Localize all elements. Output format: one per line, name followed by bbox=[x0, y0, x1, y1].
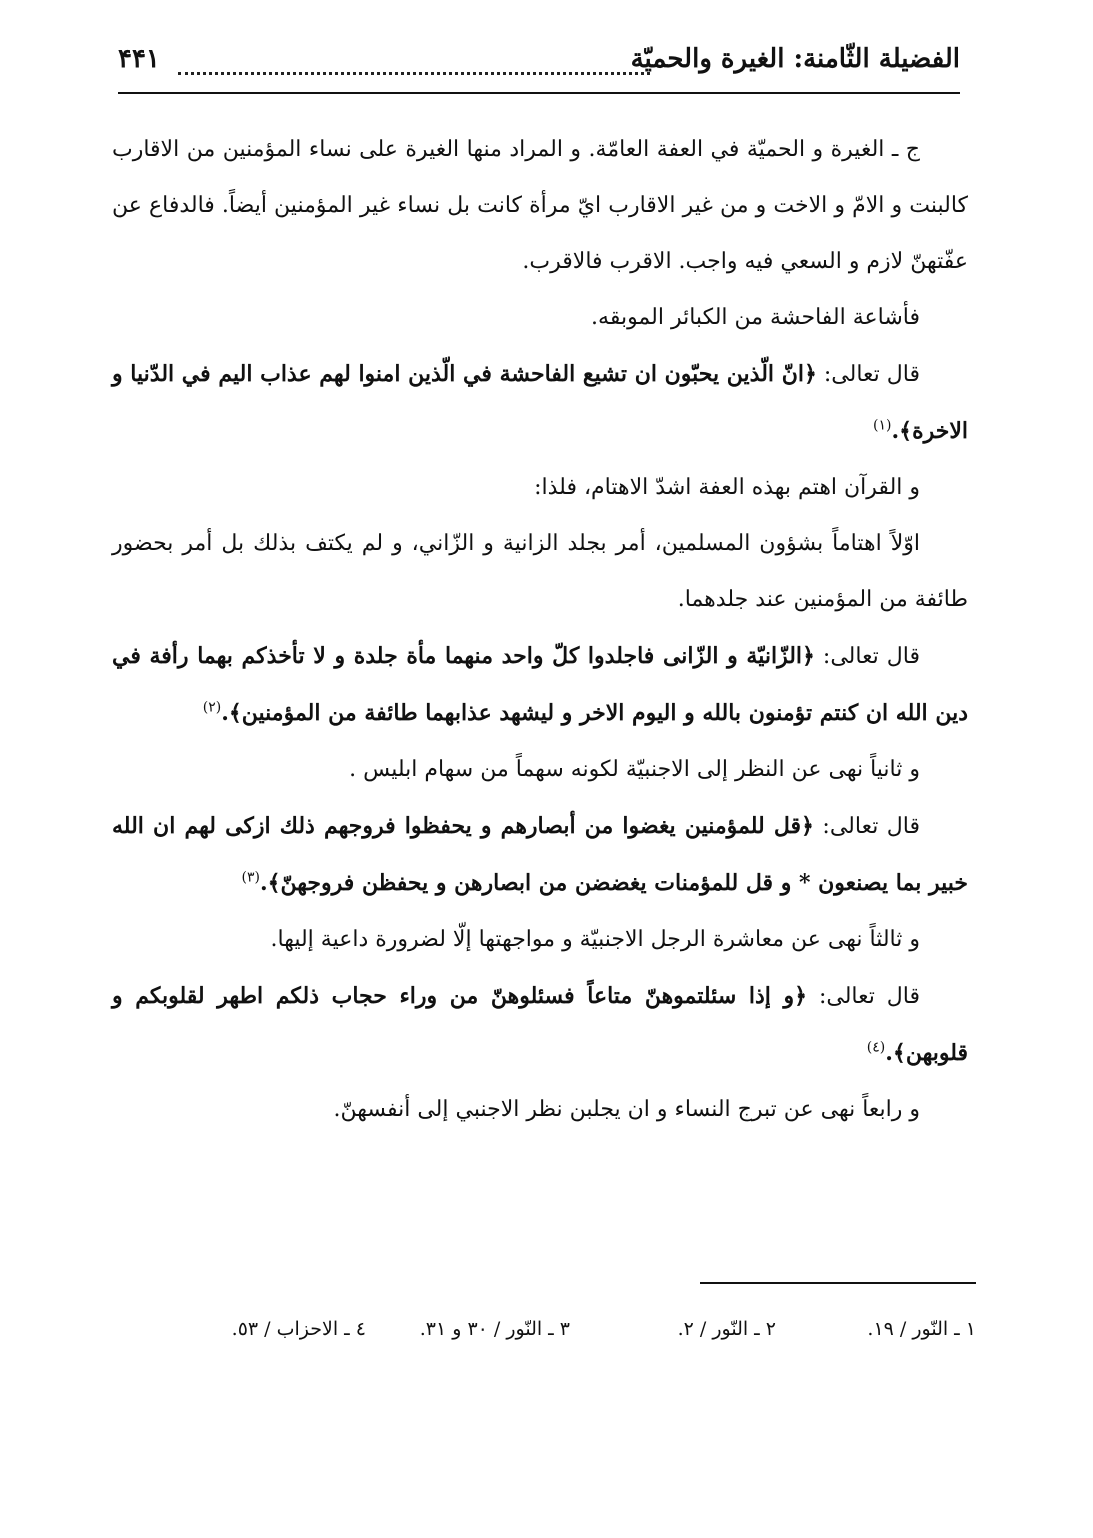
footnotes bbox=[170, 1318, 976, 1348]
paragraph-quran-concern: و القرآن اهتم بهذه العفة اشدّ الاهتام، فلذا: bbox=[534, 475, 920, 500]
body-text bbox=[112, 122, 968, 1138]
paragraph-verse-2 bbox=[112, 628, 968, 742]
quran-verse: ﴿الزّانيّة و الزّانى فاجلدوا كلّ واحد منهما مأة جلدة و لا تأخذكم بهما رأفة في دين الله ان كنتم تؤمنون بالله و اليوم الاخر و ليشهد عذابهما طائفة من المؤمنين﴾. bbox=[112, 643, 968, 726]
footnote-2: ٢ ـ النّور / ٢. bbox=[677, 1318, 776, 1340]
paragraph-verse-4 bbox=[112, 968, 968, 1082]
verse-intro: قال تعالى: bbox=[816, 362, 920, 387]
footnote-3: ٣ ـ النّور / ٣٠ و ٣١. bbox=[419, 1318, 570, 1340]
quran-verse: ﴿انّ الّذين يحبّون ان تشيع الفاحشة في الّذين امنوا لهم عذاب اليم في الدّنيا و الاخرة﴾. bbox=[112, 361, 968, 444]
page-number: ۴۴۱ bbox=[118, 44, 160, 74]
verse-intro: قال تعالى: bbox=[807, 984, 920, 1009]
quran-verse: ﴿قل للمؤمنين يغضوا من أبصارهم و يحفظوا فروجهم ذلك ازكى لهم ان الله خبير بما يصنعون * و قل للمؤمنات يغضضن من ابصارهن و يحفظن فروجهنّ﴾. bbox=[112, 813, 968, 896]
footnote-ref: (٣) bbox=[241, 869, 260, 886]
footnote-ref: (٢) bbox=[202, 699, 222, 716]
verse-intro: قال تعالى: bbox=[813, 814, 920, 839]
running-header bbox=[118, 44, 960, 92]
paragraph-verse-1 bbox=[112, 346, 968, 460]
dot-leader bbox=[178, 50, 650, 75]
footnote-4: ٤ ـ الاحزاب / ٥٣. bbox=[231, 1318, 366, 1340]
footnote-1: ١ ـ النّور / ١٩. bbox=[867, 1318, 976, 1340]
quran-verse: ﴿و إذا سئلتموهنّ متاعاً فسئلوهنّ من وراء حجاب ذلكم اطهر لقلوبكم و قلوبهن﴾. bbox=[112, 983, 968, 1066]
footnote-ref: (١) bbox=[873, 417, 892, 434]
footnote-ref: (٤) bbox=[866, 1039, 886, 1056]
footnote-divider bbox=[700, 1282, 976, 1284]
paragraph-verse-3 bbox=[112, 798, 968, 912]
paragraph-fourth-point: و رابعاً نهى عن تبرج النساء و ان يجلبن نظر الاجنبي إلى أنفسهنّ. bbox=[333, 1097, 920, 1122]
paragraph-general-modesty: ج ـ الغيرة و الحميّة في العفة العامّة. و المراد منها الغيرة على نساء المؤمنين من الاقارب كالبنت و الامّ و الاخت و من غير الاقارب ايّ مرأة كانت بل نساء غير المؤمنين أيضاً. فالدفاع عن عفّتهنّ لازم و السعي فيه واجب. الاقرب فالاقرب. bbox=[112, 137, 968, 274]
paragraph-second-point: و ثانياً نهى عن النظر إلى الاجنبيّة لكونه سهماً من سهام ابليس . bbox=[349, 757, 920, 782]
header-divider bbox=[118, 92, 960, 94]
paragraph-third-point: و ثالثاً نهى عن معاشرة الرجل الاجنبيّة و مواجهتها إلّا لضرورة داعية إليها. bbox=[270, 927, 920, 952]
verse-intro: قال تعالى: bbox=[814, 644, 920, 669]
paragraph-spreading-indecency: فأشاعة الفاحشة من الكبائر الموبقه. bbox=[591, 305, 920, 330]
chapter-title: الفضيلة الثّامنة: الغيرة والحميّة bbox=[625, 44, 960, 74]
paragraph-first-point: اوّلاً اهتاماً بشؤون المسلمين، أمر بجلد الزانية و الزّاني، و لم يكتف بذلك بل أمر بحضور طائفة من المؤمنين عند جلدهما. bbox=[112, 531, 968, 612]
